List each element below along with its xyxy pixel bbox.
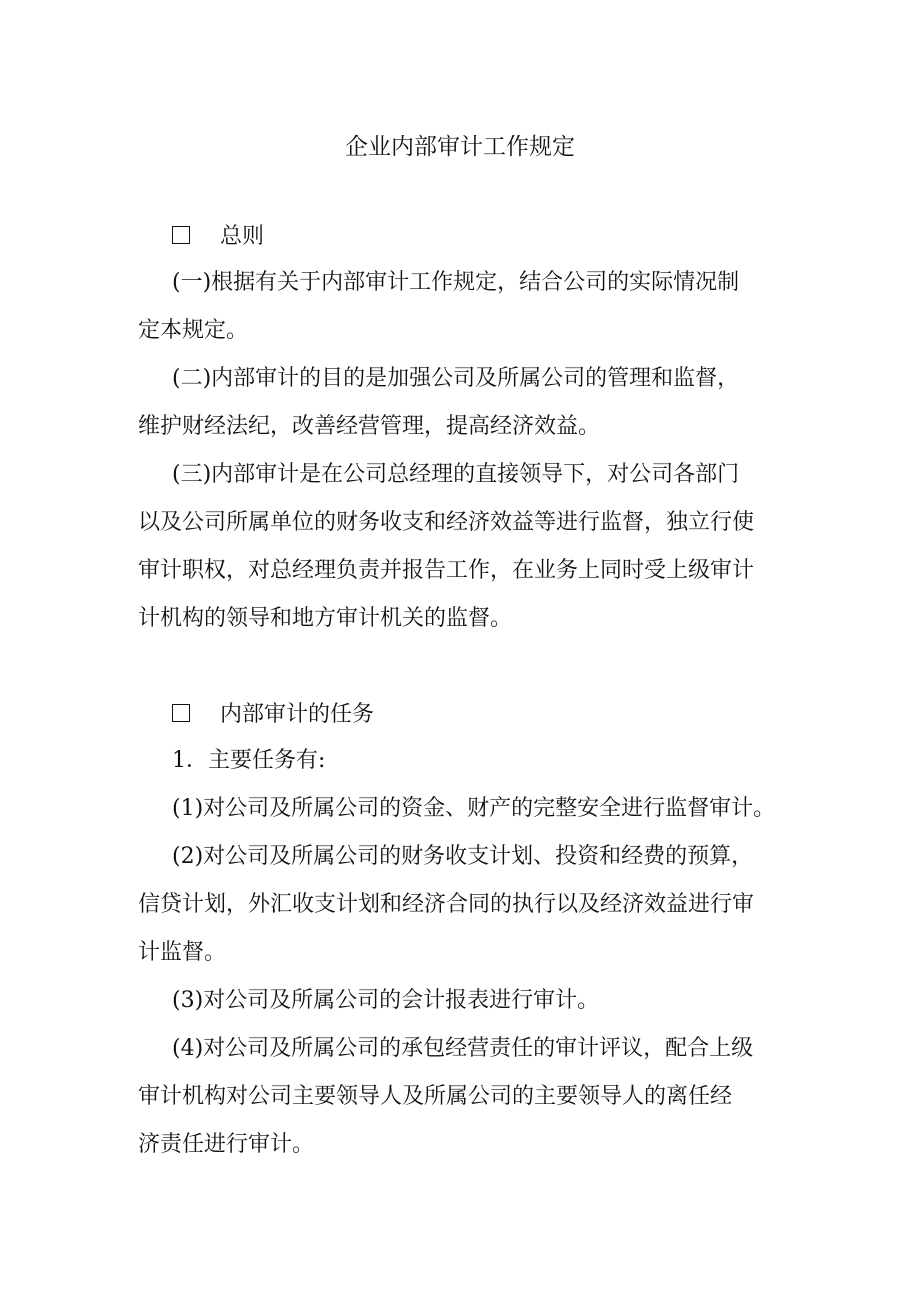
section-heading-label: 总则 [220,224,265,249]
paragraph-line: 以及公司所属单位的财务收支和经济效益等进行监督，独立行使 [138,510,755,535]
paragraph-line: 审计机构对公司主要领导人及所属公司的主要领导人的离任经 [138,1084,733,1109]
paragraph-line: (一)根据有关于内部审计工作规定，结合公司的实际情况制 [172,270,740,295]
paragraph-line: 计机构的领导和地方审计机关的监督。 [138,606,513,631]
document-title: 企业内部审计工作规定 [345,134,575,160]
section-heading-label: 内部审计的任务 [220,702,375,727]
paragraph-line: (2)对公司及所属公司的财务收支计划、投资和经费的预算， [172,844,754,869]
paragraph-line: 济责任进行审计。 [138,1132,315,1157]
paragraph-line: 定本规定。 [138,318,249,343]
checkbox-square-icon [172,226,190,244]
section-heading-tasks [172,700,374,730]
checkbox-square-icon [172,704,190,722]
paragraph-line: (三)内部审计是在公司总经理的直接领导下，对公司各部门 [172,462,740,487]
paragraph-line: 计监督。 [138,940,227,965]
paragraph-line: 信贷计划，外汇收支计划和经济合同的执行以及经济效益进行审 [138,892,755,917]
paragraph-line: 1．主要任务有: [172,748,326,773]
paragraph-line: (1)对公司及所属公司的资金、财产的完整安全进行监督审计。 [172,796,776,821]
paragraph-line: (二)内部审计的目的是加强公司及所属公司的管理和监督， [172,366,740,391]
paragraph-line: 维护财经法纪，改善经营管理，提高经济效益。 [138,414,601,439]
paragraph-line: (3)对公司及所属公司的会计报表进行审计。 [172,988,600,1013]
paragraph-line: 审计职权，对总经理负责并报告工作，在业务上同时受上级审计 [138,558,755,583]
section-heading-general [172,222,264,252]
paragraph-line: (4)对公司及所属公司的承包经营责任的审计评议，配合上级 [172,1036,754,1061]
